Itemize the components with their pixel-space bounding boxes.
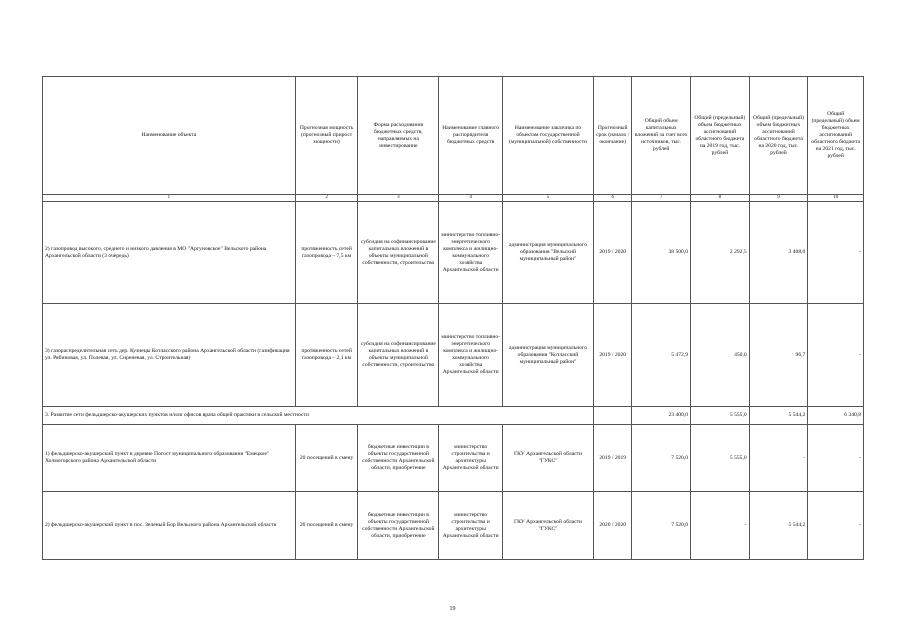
column-number: 9: [749, 195, 808, 202]
column-number: 8: [691, 195, 750, 202]
section-2020-cell: 5 544,2: [749, 407, 808, 425]
section-2019-cell: 5 555,0: [691, 407, 750, 425]
investment-table: [42, 76, 864, 560]
budget-manager-cell: министерство топливно-энергетического комплекса и жилищно-коммунального хозяйства Архангельской области: [439, 202, 503, 304]
header-cell: Форма расходования бюджетных средств, направляемых на инвестирование: [358, 77, 439, 195]
budget-2019-cell: 5 555,0: [691, 425, 750, 492]
budget-manager-cell: министерство строительства и архитектуры Архангельской области: [439, 492, 503, 560]
total-cell: 5 472,9: [632, 304, 691, 407]
page-number: 19: [449, 606, 456, 612]
budget-2019-cell: -: [691, 492, 750, 560]
budget-manager-cell: министерство топливно-энергетического комплекса и жилищно-коммунального хозяйства Архангельской области: [439, 304, 503, 407]
period-cell: 2019 / 2019: [593, 425, 631, 492]
column-number: 1: [43, 195, 296, 202]
table-row: [43, 492, 864, 560]
customer-cell: ГКУ Архангельской области "ГУКС": [503, 492, 594, 560]
customer-cell: администрация муниципального образования "Вельский муниципальный район": [503, 202, 594, 304]
total-cell: 7 520,0: [632, 425, 691, 492]
funding-form-cell: бюджетные инвестиции в объекты государственной собственности Архангельской области, приобретение: [358, 425, 439, 492]
object-name: 2) газопровод высокого, среднего и низкого давления в МО "Аргуновское" Вельского района Архангельской области (3 очередь): [43, 202, 296, 304]
budget-2020-cell: 96,7: [749, 304, 808, 407]
capacity-cell: протяженность сетей газопровода – 7,5 км: [295, 202, 358, 304]
header-cell: Общий (предельный) объем бюджетных ассигнований областного бюджета на 2020 год, тыс. рублей: [749, 77, 808, 195]
header-cell: Общий (предельный) объем бюджетных ассигнований областного бюджета на 2019 год, тыс. рублей: [691, 77, 750, 195]
object-name: 3) газораспределительная сеть дер. Кузнецы Котласского района Архангельской области (газификация ул. Рябиновая, ул. Полевая, ул. Сиреневая, ул. Строительная): [43, 304, 296, 407]
section-title: 3. Развитие сети фельдшерско-акушерских пунктов и/или офисов врача общей практики в сельской местности: [43, 407, 594, 425]
header-cell: Наименование заказчика по объектам государственной (муниципальной) собственности: [503, 77, 594, 195]
object-name: 1) фельдшерско-акушерский пункт в деревне Погост муниципального образования "Емецкое" Холмогорского района Архангельской области: [43, 425, 296, 492]
budget-manager-cell: министерство строительства и архитектуры Архангельской области: [439, 425, 503, 492]
budget-2021-cell: -: [808, 425, 864, 492]
column-number-row: [43, 195, 864, 202]
customer-cell: ГКУ Архангельской области "ГУКС": [503, 425, 594, 492]
capacity-cell: протяженность сетей газопровода – 2,1 км: [295, 304, 358, 407]
budget-2021-cell: -: [808, 304, 864, 407]
capacity-cell: 20 посещений в смену: [295, 492, 358, 560]
budget-2019-cell: 450,0: [691, 304, 750, 407]
header-cell: Общий объем капитальных вложений за счет всех источников, тыс. рублей: [632, 77, 691, 195]
section-total-cell: 23 400,0: [632, 407, 691, 425]
section-2021-cell: 6 340,8: [808, 407, 864, 425]
total-cell: 7 520,0: [632, 492, 691, 560]
period-cell: 2019 / 2020: [593, 202, 631, 304]
capacity-cell: 20 посещений в смену: [295, 425, 358, 492]
period-cell: 2019 / 2020: [593, 304, 631, 407]
object-name: 2) фельдшерско-акушерский пункт в пос. Зеленый Бор Вельского района Архангельской области: [43, 492, 296, 560]
section-period-cell: [593, 407, 631, 425]
header-cell: Наименование объекта: [43, 77, 296, 195]
budget-2020-cell: 5 544,2: [749, 492, 808, 560]
header-cell: Общий (предельный) объем бюджетных ассигнований областного бюджета на 2021 год, тыс. рублей: [808, 77, 864, 195]
budget-2020-cell: -: [749, 425, 808, 492]
header-cell: Прогнозный срок (начало / окончание): [593, 77, 631, 195]
column-number: 2: [295, 195, 358, 202]
column-number: 10: [808, 195, 864, 202]
table-row: [43, 202, 864, 304]
column-number: 4: [439, 195, 503, 202]
header-cell: Наименование главного распорядителя бюджетных средств: [439, 77, 503, 195]
total-cell: 38 500,0: [632, 202, 691, 304]
funding-form-cell: бюджетные инвестиции в объекты государственной собственности Архангельской области, приобретение: [358, 492, 439, 560]
column-number: 3: [358, 195, 439, 202]
budget-2021-cell: -: [808, 492, 864, 560]
header-cell: Прогнозная мощность (прогнозный прирост мощности): [295, 77, 358, 195]
table-row: [43, 304, 864, 407]
table-header-row: [43, 77, 864, 195]
budget-2021-cell: -: [808, 202, 864, 304]
table-row: [43, 425, 864, 492]
customer-cell: администрация муниципального образования "Котласский муниципальный район": [503, 304, 594, 407]
column-number: 6: [593, 195, 631, 202]
funding-form-cell: субсидия на софинансирование капитальных вложений в объекты муниципальной собственности, строительство: [358, 202, 439, 304]
column-number: 7: [632, 195, 691, 202]
budget-2019-cell: 2 292,5: [691, 202, 750, 304]
section-row: [43, 407, 864, 425]
budget-2020-cell: 3 408,0: [749, 202, 808, 304]
funding-form-cell: субсидия на софинансирование капитальных вложений в объекты муниципальной собственности, строительство: [358, 304, 439, 407]
period-cell: 2020 / 2020: [593, 492, 631, 560]
column-number: 5: [503, 195, 594, 202]
